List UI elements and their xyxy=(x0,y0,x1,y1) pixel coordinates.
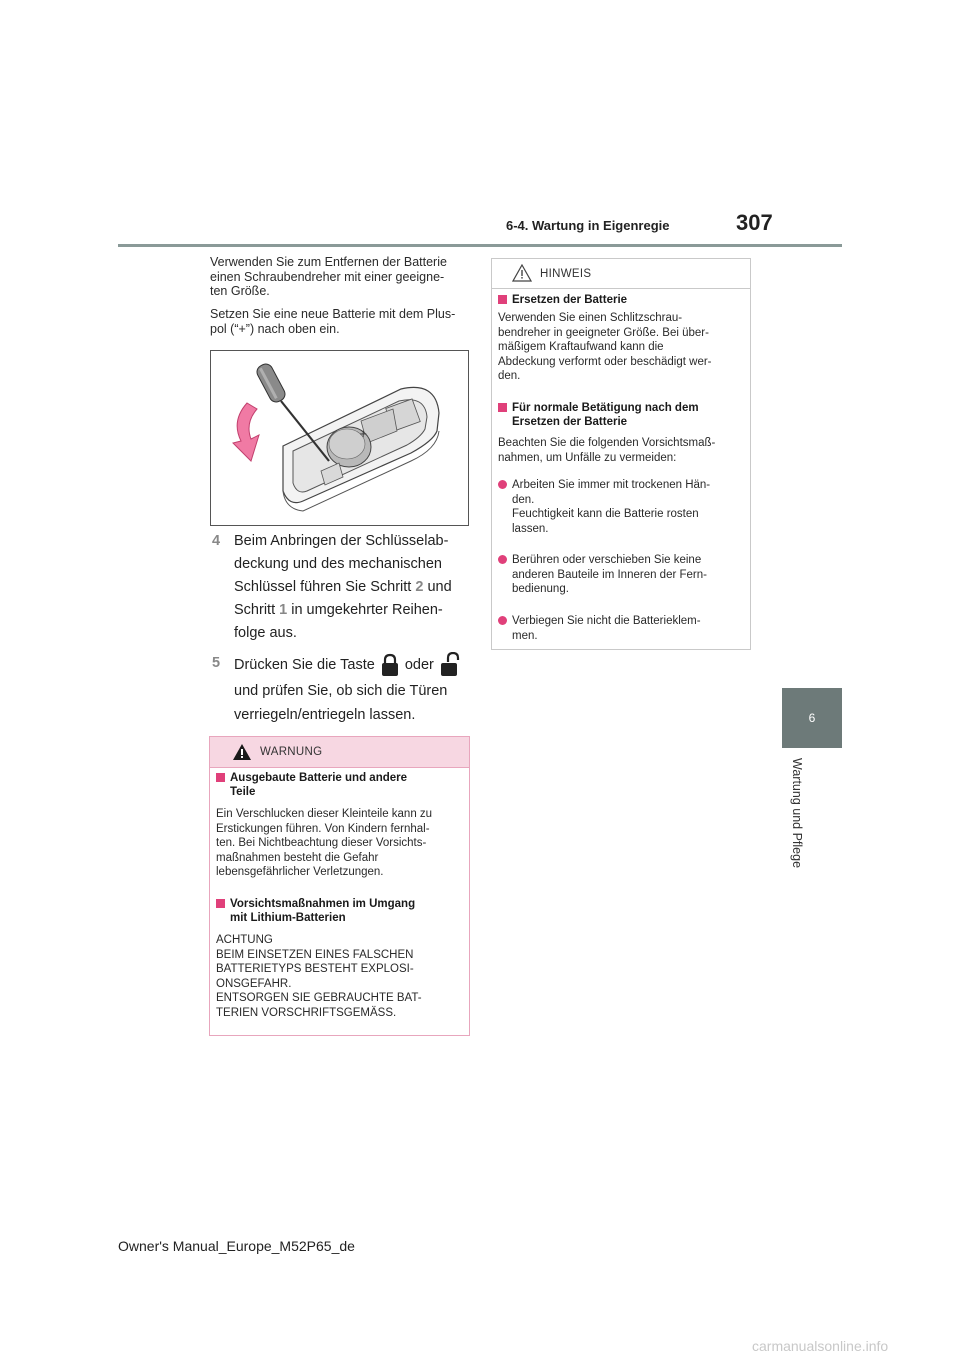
warning-section-2-text: ACHTUNG BEIM EINSETZEN EINES FALSCHEN BATTERIETYPS BESTEHT EXPLOSI- ONSGEFAHR. ENTSORGEN SIE GEBRAUCHTE BAT- TERIEN VORSCHRIFTSGEMÄSS. xyxy=(216,934,422,1019)
notice-bullet: Verbiegen Sie nicht die Batterieklem- men. xyxy=(498,614,743,646)
step-4-line-2: deckung und des mechanischen xyxy=(234,556,442,572)
header-rule xyxy=(118,244,842,247)
instruction-paragraph-1: Verwenden Sie zum Entfernen der Batterie einen Schraubendreher mit einer geeigne- ten Größe. xyxy=(210,255,447,298)
manual-id: Owner's Manual_Europe_M52P65_de xyxy=(118,1238,355,1254)
step-5-line-2: und prüfen Sie, ob sich die Türen xyxy=(234,683,448,699)
instruction-paragraph-2: Setzen Sie eine neue Batterie mit dem Plus- pol (“+”) nach oben ein. xyxy=(210,307,456,336)
notice-header xyxy=(492,259,750,289)
step-ref-1: 1 xyxy=(279,602,288,618)
warning-title: WARNUNG xyxy=(260,746,323,758)
step-4-line-3: Schlüssel führen Sie Schritt 2 und xyxy=(234,579,452,595)
step-4-line-5: folge aus. xyxy=(234,625,297,641)
warning-section-2-heading: Vorsichtsmaßnahmen im Umgang mit Lithium-Batterien xyxy=(216,897,461,939)
step-5 xyxy=(212,652,474,732)
watermark: carmanualsonline.info xyxy=(752,1338,889,1354)
step-5-line-1: Drücken Sie die Taste oder xyxy=(234,652,460,678)
step-ref-2: 2 xyxy=(415,579,424,595)
step-number: 4 xyxy=(212,533,221,549)
warning-section-1-heading: Ausgebaute Batterie und andere Teile xyxy=(216,771,461,813)
step-4 xyxy=(212,530,474,640)
notice-bullet: Berühren oder verschieben Sie keine anderen Bauteile im Inneren der Fern- bedienung. xyxy=(498,553,743,599)
page-number: 307 xyxy=(736,210,773,235)
notice-triangle-icon xyxy=(512,264,532,282)
battery-replacement-illustration xyxy=(210,350,469,526)
warning-triangle-icon xyxy=(232,743,252,761)
step-4-line-4: Schritt 1 in umgekehrter Reihen- xyxy=(234,602,443,618)
warning-header xyxy=(210,737,469,768)
key-fob-drawing xyxy=(211,351,468,525)
warning-box xyxy=(209,736,470,1036)
chapter-tab[interactable] xyxy=(782,688,842,748)
step-5-line-3: verriegeln/entriegeln lassen. xyxy=(234,707,416,723)
notice-title: HINWEIS xyxy=(540,268,592,280)
step-4-line-1: Beim Anbringen der Schlüsselab- xyxy=(234,533,449,549)
step-number: 5 xyxy=(212,655,221,671)
section-title: 6-4. Wartung in Eigenregie xyxy=(506,218,670,233)
notice-section-1-text: Verwenden Sie einen Schlitzschrau- bendreher in geeigneter Größe. Bei über- mäßigem Kraftaufwand kann die Abdeckung verformt oder beschädigt wer- den. xyxy=(498,312,712,382)
unlock-icon xyxy=(438,652,460,678)
lock-icon xyxy=(379,652,401,678)
warning-section-1-text: Ein Verschlucken dieser Kleinteile kann zu Erstickungen führen. Von Kindern fernhal- ten. Bei Nichtbeachtung dieser Vorsichts- maßnahmen besteht die Gefahr lebensgefährlicher Verletzungen. xyxy=(216,808,433,878)
notice-section-2-text: Beachten Sie die folgenden Vorsichtsmaß- nahmen, um Unfälle zu vermeiden: xyxy=(498,437,716,464)
chapter-number: 6 xyxy=(808,711,816,725)
notice-box xyxy=(491,258,751,650)
chapter-name: Wartung und Pflege xyxy=(790,758,804,869)
notice-section-1-heading: Ersetzen der Batterie xyxy=(498,293,743,335)
notice-section-2-heading: Für normale Betätigung nach dem Ersetzen der Batterie xyxy=(498,401,743,443)
notice-bullet: Arbeiten Sie immer mit trockenen Hän- den. Feuchtigkeit kann die Batterie rosten lassen. xyxy=(498,478,743,538)
svg-text:+: + xyxy=(359,429,368,440)
